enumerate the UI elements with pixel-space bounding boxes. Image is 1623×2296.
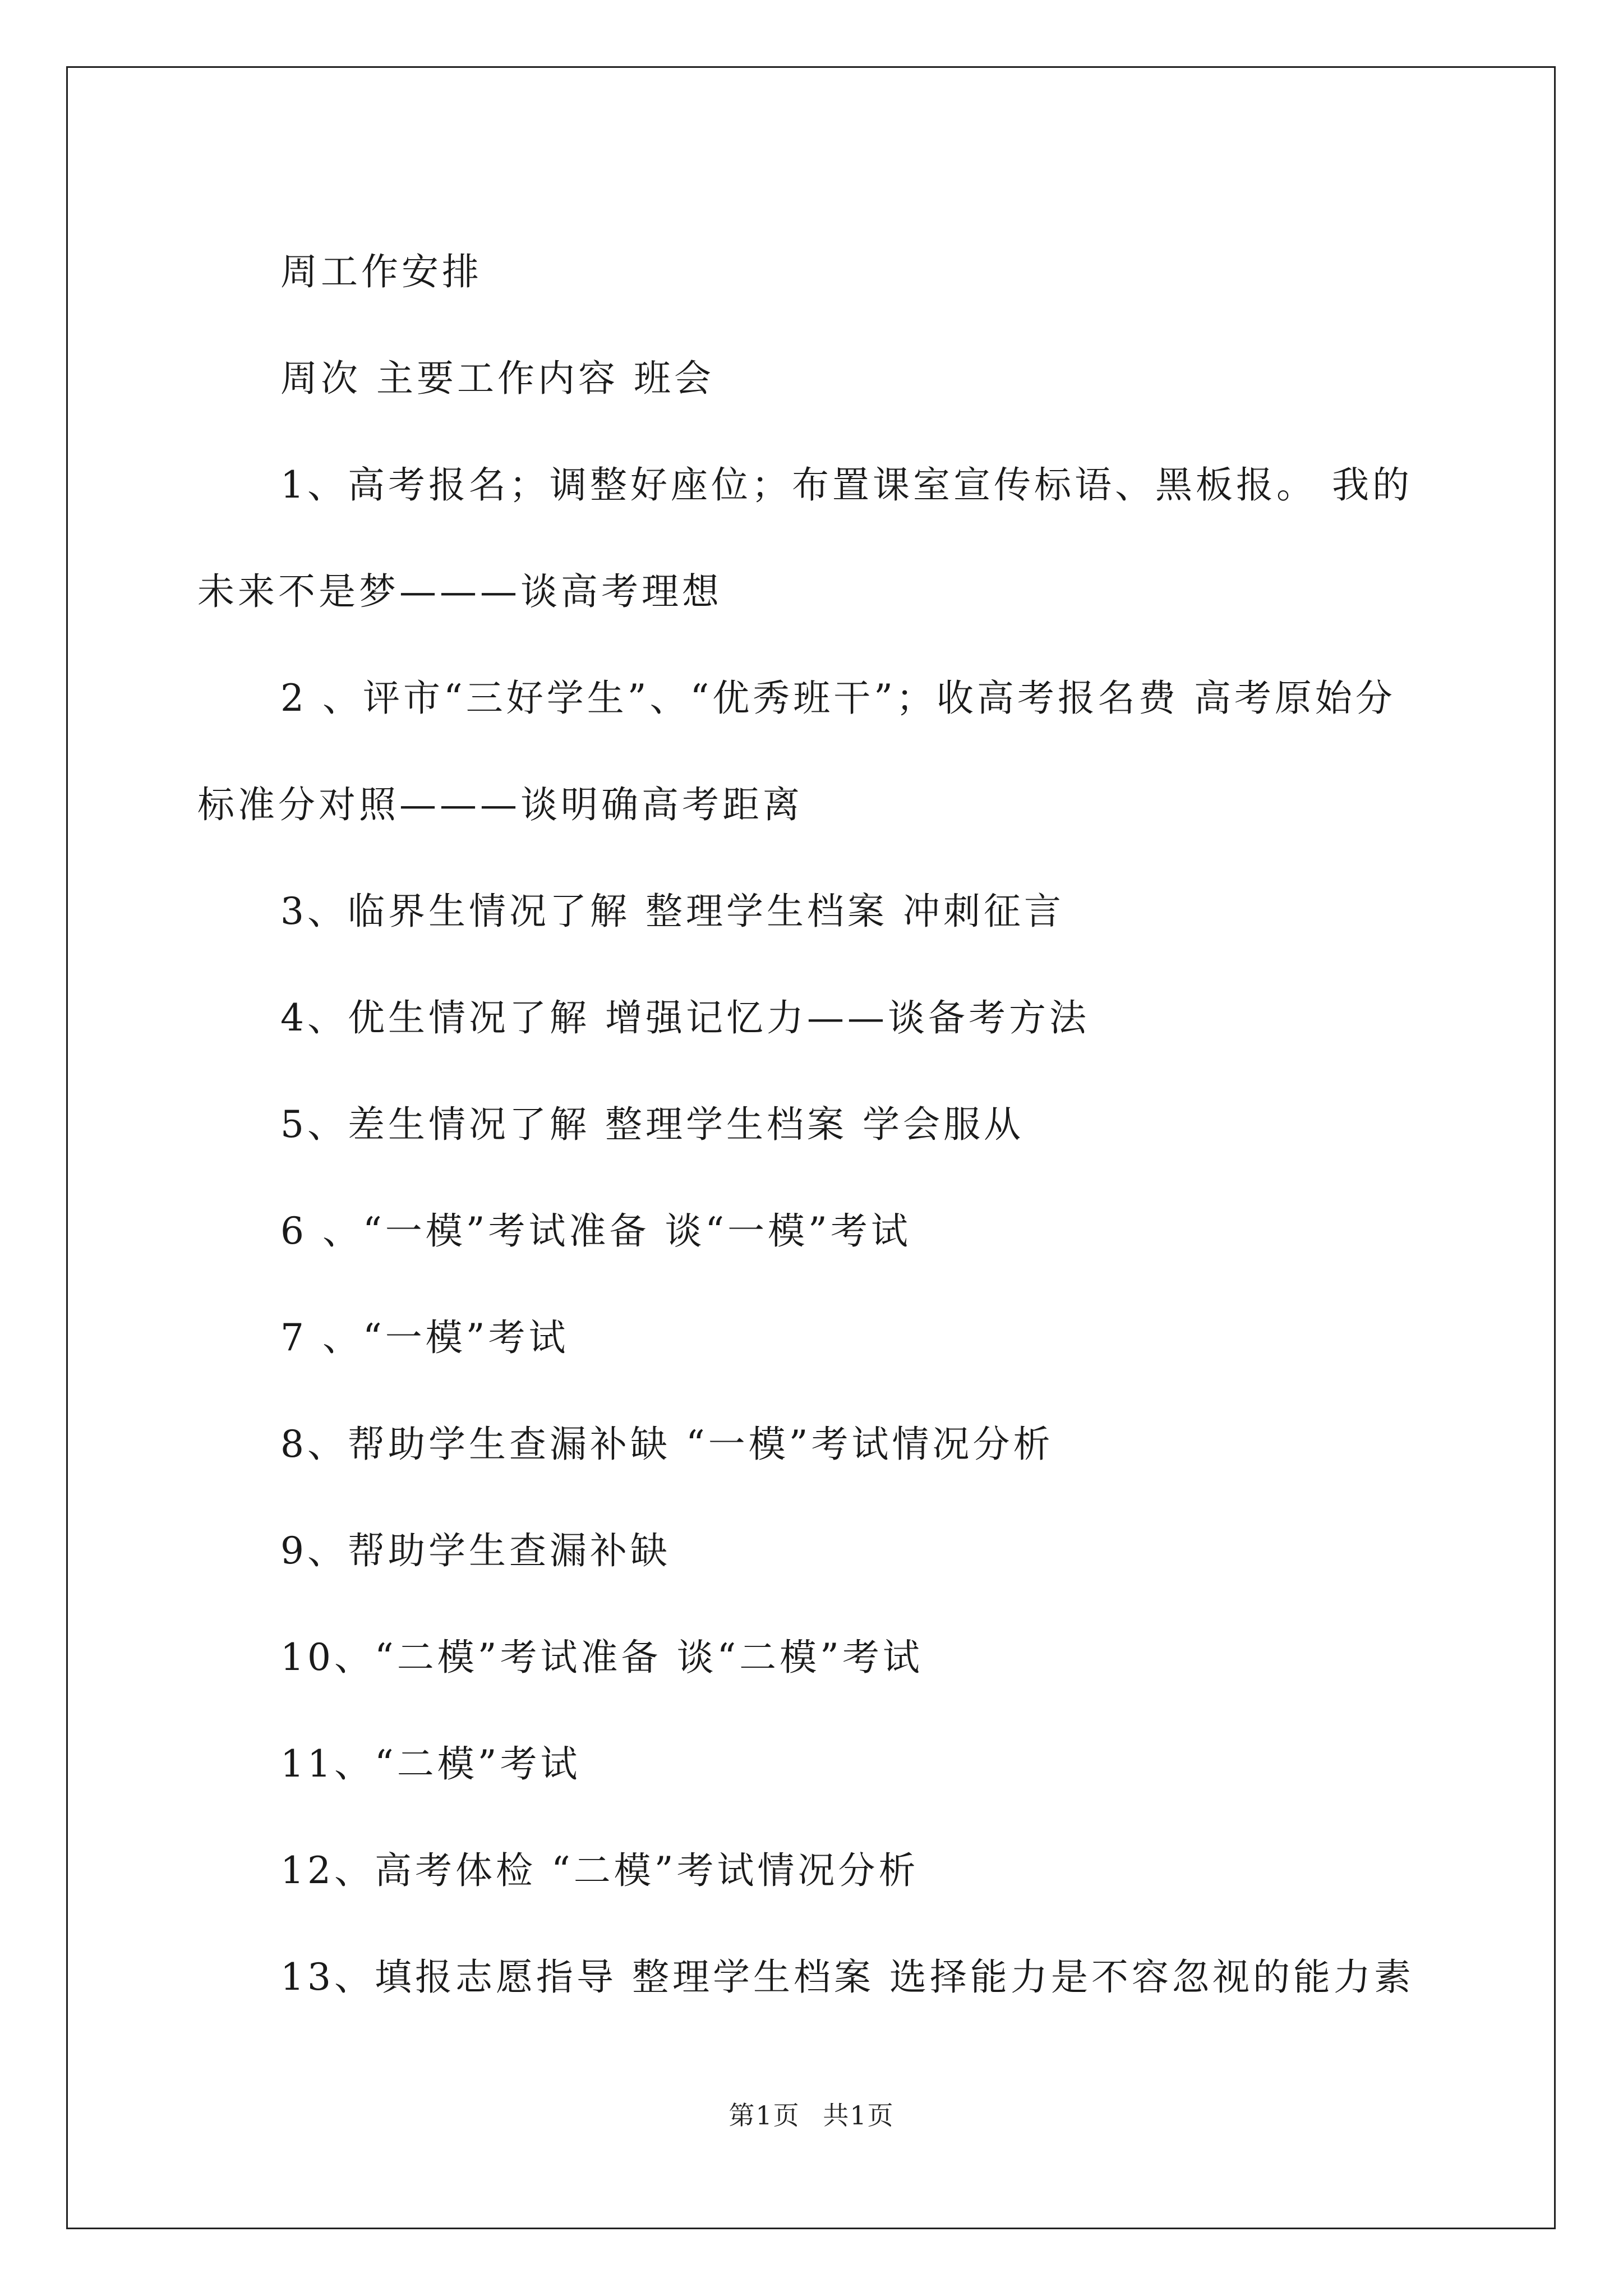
document-body bbox=[197, 219, 1431, 2031]
week-9-line: 9、帮助学生查漏补缺 bbox=[280, 1529, 671, 1572]
week-5-line: 5、差生情况了解 整理学生档案 学会服从 bbox=[280, 1103, 1024, 1146]
week-3-line: 3、临界生情况了解 整理学生档案 冲刺征言 bbox=[280, 890, 1064, 933]
week-10-line: 10、“二模”考试准备 谈“二模”考试 bbox=[280, 1636, 923, 1679]
week-1-line: 1、高考报名；调整好座位；布置课室宣传标语、黑板报。 我的 bbox=[280, 463, 1413, 507]
week-2-continuation: 标准分对照———谈明确高考距离 bbox=[197, 783, 803, 826]
week-1-continuation: 未来不是梦———谈高考理想 bbox=[197, 570, 722, 613]
week-13-line: 13、填报志愿指导 整理学生档案 选择能力是不容忽视的能力素 bbox=[280, 1955, 1414, 1999]
document-title: 周工作安排 bbox=[280, 250, 482, 293]
week-7-line: 7 、“一模”考试 bbox=[280, 1316, 569, 1359]
week-12-line: 12、高考体检 “二模”考试情况分析 bbox=[280, 1849, 919, 1892]
page-number-total: 共1页 bbox=[823, 2100, 895, 2131]
week-8-line: 8、帮助学生查漏补缺 “一模”考试情况分析 bbox=[280, 1423, 1054, 1466]
week-4-line: 4、优生情况了解 增强记忆力——谈备考方法 bbox=[280, 996, 1090, 1039]
page-footer bbox=[0, 2095, 1623, 2132]
table-header-row: 周次 主要工作内容 班会 bbox=[280, 357, 714, 400]
page-number-current: 第1页 bbox=[728, 2100, 800, 2131]
week-2-line: 2 、评市“三好学生”、“优秀班干”；收高考报名费 高考原始分 bbox=[280, 677, 1396, 720]
week-6-line: 6 、“一模”考试准备 谈“一模”考试 bbox=[280, 1209, 911, 1253]
week-11-line: 11、“二模”考试 bbox=[280, 1742, 581, 1786]
